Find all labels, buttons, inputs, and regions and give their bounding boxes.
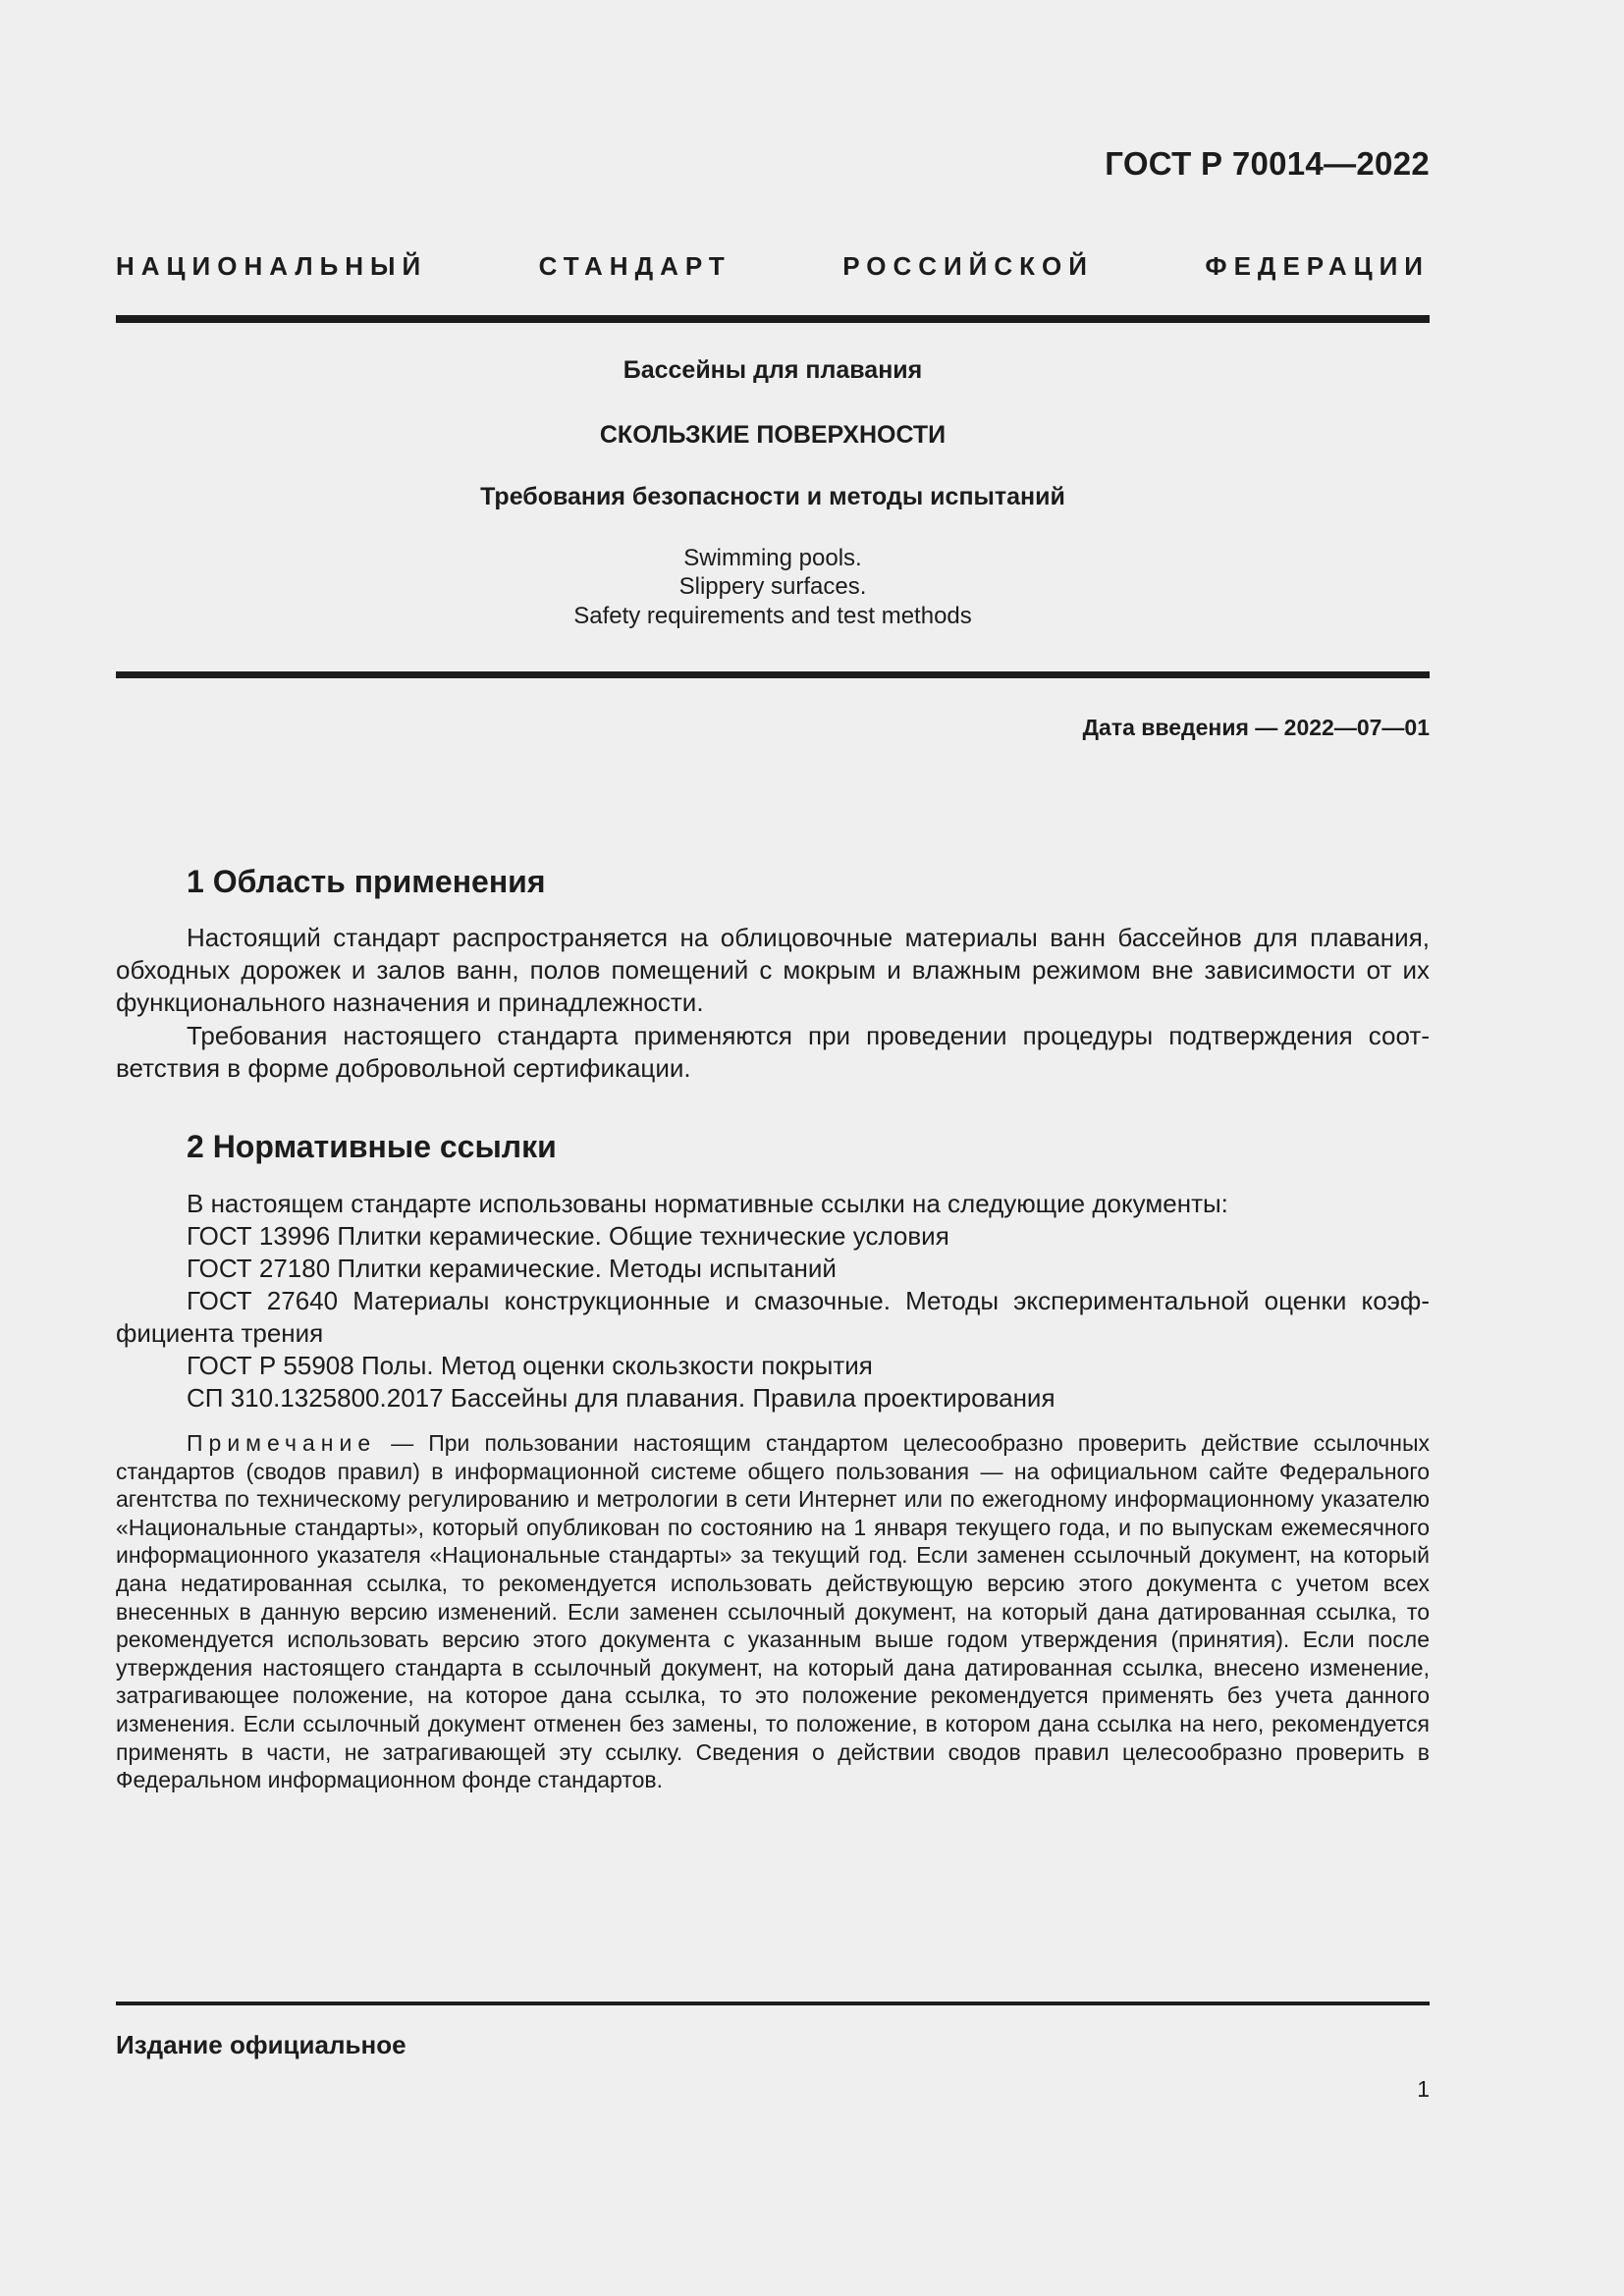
title-en-1: Swimming pools.	[683, 545, 862, 571]
section-1-heading: 1 Область применения	[187, 864, 546, 899]
title-en-2: Slippery surfaces.	[678, 573, 867, 600]
section-2-heading: 2 Нормативные ссылки	[187, 1129, 557, 1164]
title-rule	[116, 671, 1430, 678]
top-rule	[116, 315, 1430, 323]
national-standard-banner: НАЦИОНАЛЬНЫЙ СТАНДАРТ РОССИЙСКОЙ ФЕДЕРАЦИИ	[116, 251, 1430, 281]
introduction-date: Дата введения — 2022—07—01	[1082, 715, 1430, 740]
reference-item: ГОСТ 27180 Плитки керамические. Методы испытаний	[187, 1254, 837, 1283]
section-1-paragraph-2: Требования настоящего стандарта применяются при проведении процедуры подтверждения соответствия в форме добровольной сертификации.	[116, 1021, 1430, 1083]
doc-number: ГОСТ Р 70014—2022	[1105, 145, 1430, 182]
reference-item: СП 310.1325800.2017 Бассейны для плавания. Правила проектирования	[187, 1383, 1056, 1413]
title-line-2: СКОЛЬЗКИЕ ПОВЕРХНОСТИ	[599, 421, 947, 449]
note-text: — При пользовании настоящим стандартом целесообразно проверить действие ссылочных стандартов (сводов правил) в информационной системе общего пользования — на официальном сайте Федерального агентства по техническому регулированию и метрологии в сети Интернет или по ежегодному информационному указателю «Национальные стандарты», который опубликован по состоянию на 1 января текущего года, и по выпускам ежемесячного информационного указателя «Национальные стандарты» за текущий год. Если заменен ссылочный документ, на который дана недатированная ссылка, то рекомендуется использовать действующую версию этого документа с учетом всех внесенных в данную версию изменений. Если заменен ссылочный документ, на который дана датированная ссылка, то рекомендуется использовать версию этого документа с указанным выше годом утверждения (принятия). Если после утверждения настоящего стандарта в ссылочный документ, на который дана датированная ссылка, внесено изменение, затрагивающее положение, на которое дана ссылка, то это положение рекомендуется применять без учета данного изменения. Если ссылочный документ отменен без замены, то положение, в котором дана ссылка на него, рекомендуется применять в части, не затрагивающей эту ссылку. Сведения о действии сводов правил целесообразно проверить в Федеральном информационном фонде стандартов.	[116, 1430, 1430, 1793]
reference-item: ГОСТ Р 55908 Полы. Метод оценки скользкости покрытия	[187, 1351, 873, 1380]
reference-item: ГОСТ 27640 Материалы конструкционные и смазочные. Методы экспериментальной оценки коэффициента трения	[116, 1286, 1430, 1348]
title-line-3: Требования безопасности и методы испытаний	[480, 483, 1065, 510]
title-line-1: Бассейны для плавания	[623, 356, 923, 384]
note-label: Примечание	[187, 1430, 377, 1456]
section-1-paragraph-1: Настоящий стандарт распространяется на облицовочные материалы ванн бассейнов для плавания, обходных дорожек и залов ванн, полов помещений с мокрым и влажным режимом вне зависимости от их функционального назначения и принадлежности.	[116, 923, 1430, 1017]
reference-item: ГОСТ 13996 Плитки керамические. Общие технические условия	[187, 1221, 949, 1251]
references-list	[116, 1188, 1430, 1415]
footer-rule	[116, 2002, 1430, 2005]
note-block	[116, 1429, 1430, 1794]
edition-label: Издание официальное	[116, 2030, 406, 2059]
page-number: 1	[1417, 2076, 1430, 2102]
references-intro: В настоящем стандарте использованы нормативные ссылки на следующие документы:	[187, 1189, 1228, 1218]
title-en-3: Safety requirements and test methods	[573, 603, 972, 629]
